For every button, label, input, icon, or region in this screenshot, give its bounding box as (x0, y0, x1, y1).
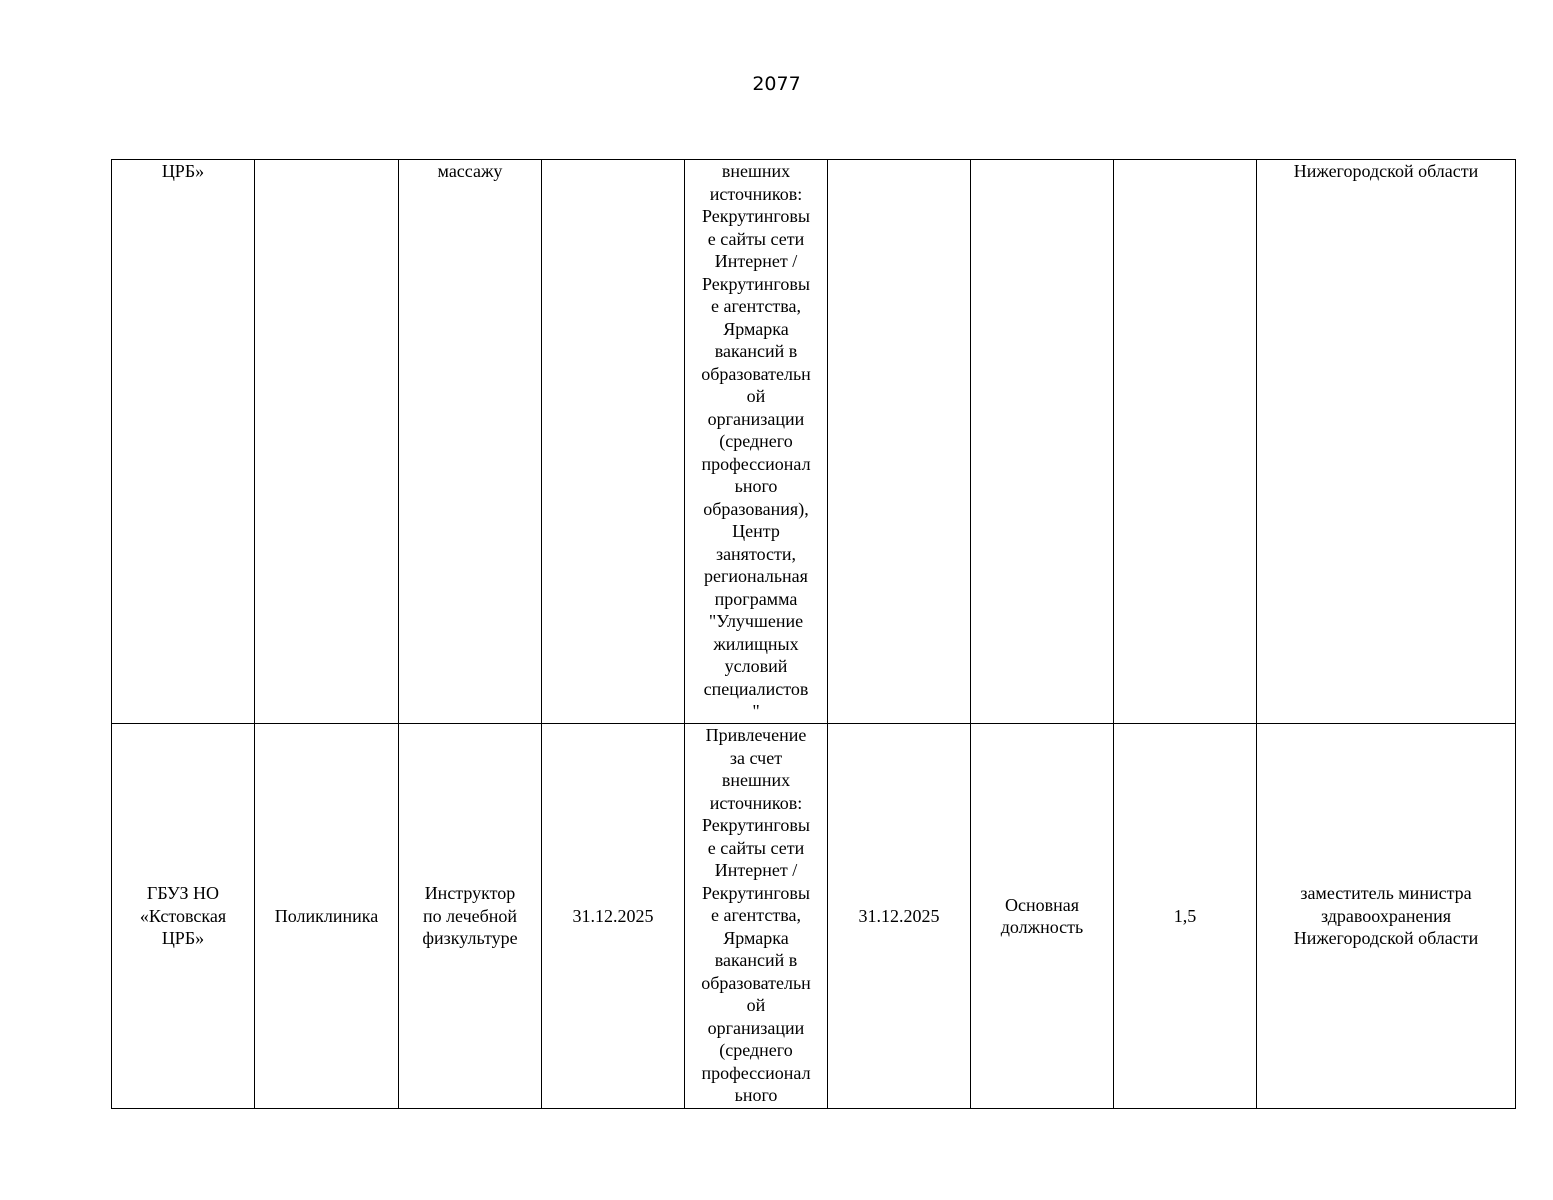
cell-position: Инструктор по лечебной физкультуре (399, 724, 542, 1109)
cell-department: Поликлиника (255, 724, 399, 1109)
cell-position-type (971, 160, 1114, 724)
table-row (112, 724, 1516, 1109)
cell-date-start (542, 160, 685, 724)
page-number: 2077 (752, 73, 801, 95)
cell-date-start: 31.12.2025 (542, 724, 685, 1109)
cell-rate (1114, 160, 1257, 724)
table-row (112, 160, 1516, 724)
cell-source: внешних источников: Рекрутинговы е сайты сети Интернет / Рекрутинговы е агентства, Ярмарка вакансий в образовательн ой организации (среднего профессионал ьного образования), Центр занятости, региональная программа "Улучшение жилищных условий специалистов " (685, 160, 828, 724)
cell-rate: 1,5 (1114, 724, 1257, 1109)
cell-responsible: Нижегородской области (1257, 160, 1516, 724)
cell-department (255, 160, 399, 724)
vacancy-table (111, 159, 1516, 1109)
cell-date-end: 31.12.2025 (828, 724, 971, 1109)
cell-position-type: Основная должность (971, 724, 1114, 1109)
cell-source: Привлечение за счет внешних источников: Рекрутинговы е сайты сети Интернет / Рекрутинговы е агентства, Ярмарка вакансий в образовательн ой организации (среднего профессионал ьного (685, 724, 828, 1109)
cell-position: массажу (399, 160, 542, 724)
cell-organization: ЦРБ» (112, 160, 255, 724)
cell-organization: ГБУЗ НО «Кстовская ЦРБ» (112, 724, 255, 1109)
cell-responsible: заместитель министра здравоохранения Нижегородской области (1257, 724, 1516, 1109)
cell-date-end (828, 160, 971, 724)
